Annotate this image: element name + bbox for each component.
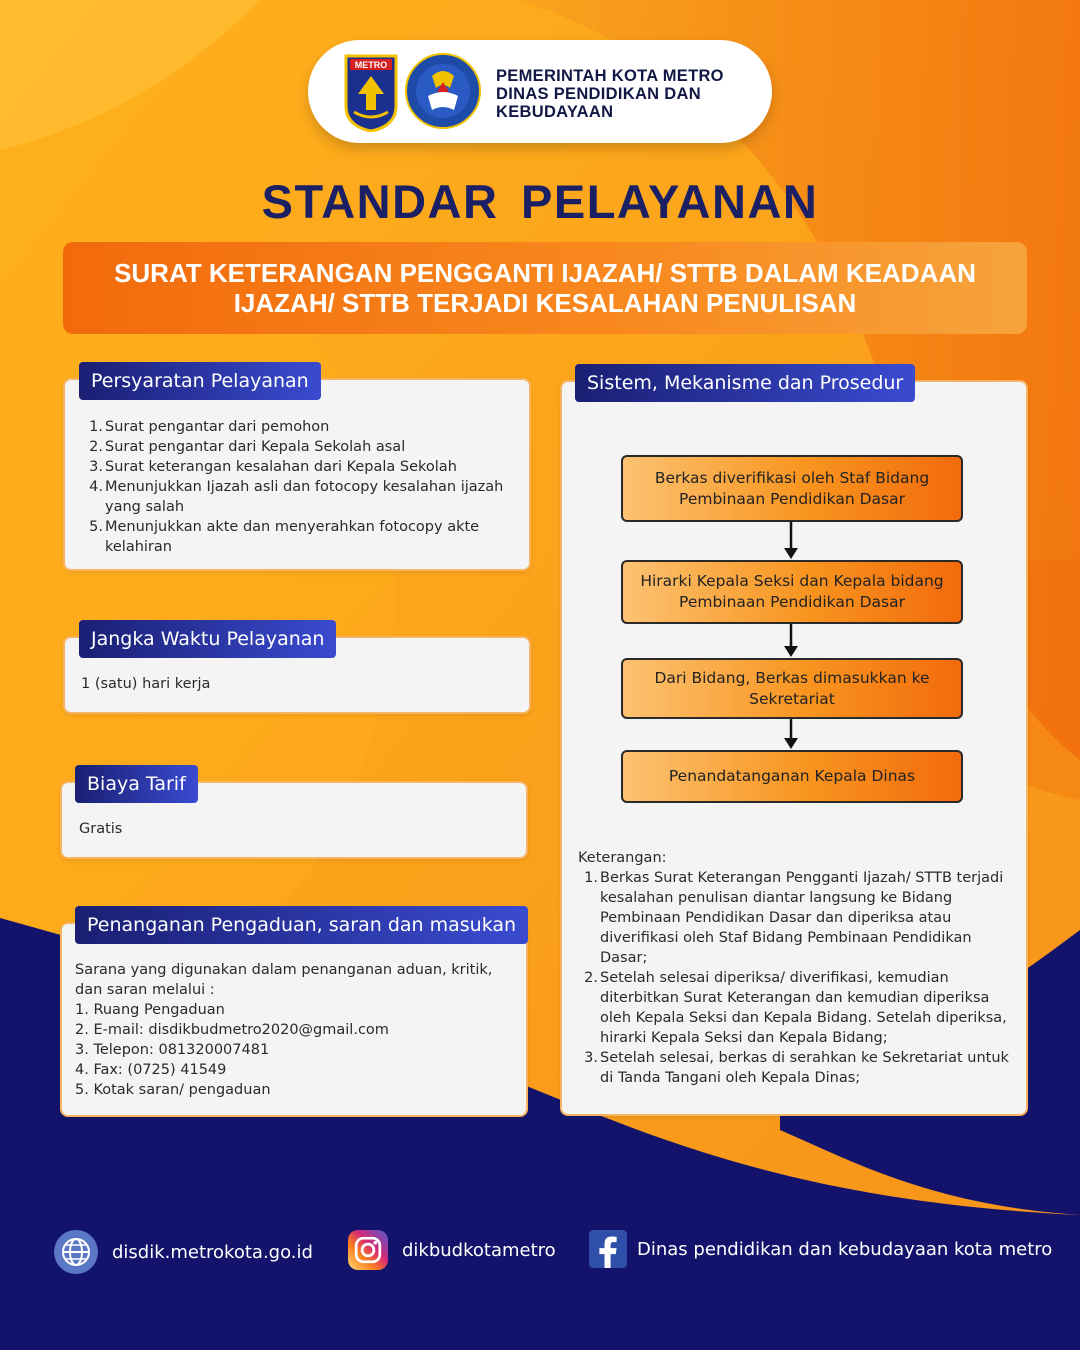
metro-crest-logo <box>344 54 398 132</box>
org-line-1: PEMERINTAH KOTA METRO <box>496 67 724 85</box>
list-item: 3. Surat keterangan kesalahan dari Kepala Sekolah <box>89 459 457 475</box>
page-title: STANDAR PELAYANAN <box>261 175 819 228</box>
header-pill <box>308 40 772 143</box>
website-text: disdik.metrokota.go.id <box>112 1241 313 1263</box>
organization-name <box>496 67 766 121</box>
list-item: 1. Ruang Pengaduan <box>75 1002 225 1018</box>
arrow-down-icon <box>782 719 800 750</box>
list-item: 2. E-mail: disdikbudmetro2020@gmail.com <box>75 1022 389 1038</box>
jangka-waktu-label: Jangka Waktu Pelayanan <box>79 620 336 658</box>
arrow-down-icon <box>782 522 800 560</box>
list-item: 1. Berkas Surat Keterangan Pengganti Ijazah/ STTB terjadi kesalahan penulisan diantar langsung ke Bidang Pembinaan Pendidikan Dasar dan diperiksa atau diverifikasi oleh Staf Bidang Pembinaan Pendidikan Dasar; <box>584 870 1004 966</box>
prosedur-label: Sistem, Mekanisme dan Prosedur <box>575 364 915 402</box>
list-item: 5. Kotak saran/ pengaduan <box>75 1082 271 1098</box>
keterangan-list <box>576 868 1016 1088</box>
keterangan-label: Keterangan: <box>578 850 667 866</box>
facebook-text: Dinas pendidikan dan kebudayaan kota metro <box>637 1238 1053 1260</box>
org-line-3: KEBUDAYAAN <box>496 103 614 121</box>
list-item: 5. Menunjukkan akte dan menyerahkan fotocopy akte kelahiran <box>89 519 480 555</box>
list-item: 3. Telepon: 081320007481 <box>75 1042 270 1058</box>
instagram-text: dikbudkotametro <box>402 1239 556 1261</box>
pengaduan-card <box>60 922 528 1117</box>
footer-instagram[interactable] <box>348 1230 556 1270</box>
pengaduan-label: Penanganan Pengaduan, saran dan masukan <box>75 906 528 944</box>
subtitle-banner <box>63 242 1027 334</box>
biaya-label: Biaya Tarif <box>75 765 198 803</box>
persyaratan-card <box>63 378 531 571</box>
org-line-2: DINAS PENDIDIKAN DAN <box>496 85 701 103</box>
globe-icon <box>54 1230 98 1274</box>
footer-website[interactable] <box>54 1230 313 1274</box>
persyaratan-list <box>81 417 521 557</box>
jangka-waktu-value: 1 (satu) hari kerja <box>81 676 211 692</box>
footer-facebook[interactable] <box>589 1230 1052 1268</box>
flow-step-3: Dari Bidang, Berkas dimasukkan ke Sekretariat <box>621 658 963 719</box>
pengaduan-intro: Sarana yang digunakan dalam penanganan aduan, kritik, dan saran melalui : <box>75 962 493 998</box>
persyaratan-label: Persyaratan Pelayanan <box>79 362 321 400</box>
tut-wuri-handayani-logo <box>404 52 482 130</box>
arrow-down-icon <box>782 624 800 658</box>
list-item: 4. Fax: (0725) 41549 <box>75 1062 227 1078</box>
biaya-value: Gratis <box>79 821 123 837</box>
list-item: 2. Surat pengantar dari Kepala Sekolah asal <box>89 439 406 455</box>
list-item: 3. Setelah selesai, berkas di serahkan ke Sekretariat untuk di Tanda Tangani oleh Kepala Dinas; <box>584 1050 1009 1086</box>
flow-step-1: Berkas diverifikasi oleh Staf Bidang Pembinaan Pendidikan Dasar <box>621 455 963 522</box>
list-item: 2. Setelah selesai diperiksa/ diverifikasi, kemudian diterbitkan Surat Keterangan dan kemudian diperiksa oleh Kepala Seksi dan Kepala Bidang. Setelah diperiksa, hirarki Kepala Seksi dan Kepala Bidang; <box>584 970 1007 1046</box>
pengaduan-list <box>75 1000 515 1100</box>
flow-step-4: Penandatanganan Kepala Dinas <box>621 750 963 803</box>
metro-logo-text: METRO <box>354 60 388 70</box>
facebook-icon <box>589 1230 627 1268</box>
subtitle-text: SURAT KETERANGAN PENGGANTI IJAZAH/ STTB DALAM KEADAAN IJAZAH/ STTB TERJADI KESALAHAN PENULISAN <box>114 258 976 318</box>
instagram-icon <box>348 1230 388 1270</box>
list-item: 4. Menunjukkan Ijazah asli dan fotocopy kesalahan ijazah yang salah <box>89 479 504 515</box>
list-item: 1. Surat pengantar dari pemohon <box>89 419 330 435</box>
flow-step-2: Hirarki Kepala Seksi dan Kepala bidang Pembinaan Pendidikan Dasar <box>621 560 963 624</box>
